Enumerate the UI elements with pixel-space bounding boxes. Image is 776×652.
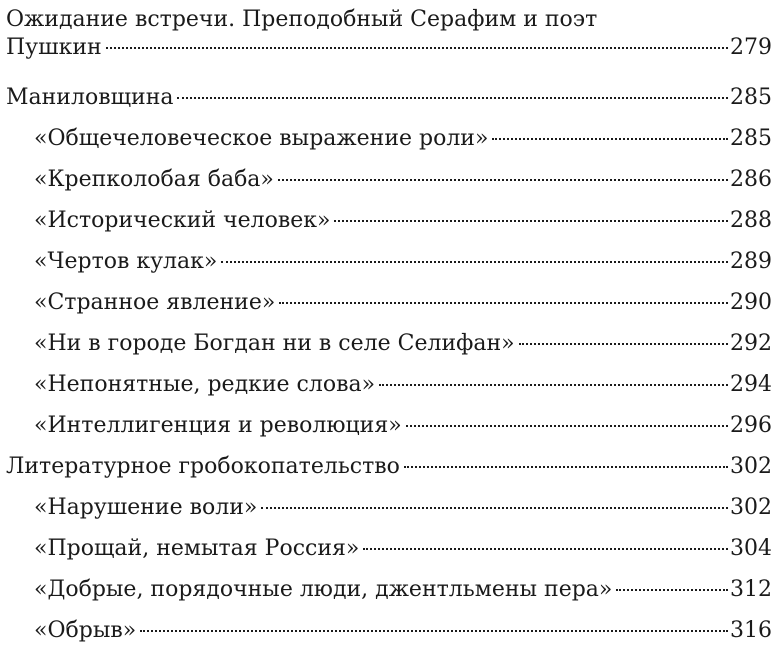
toc-page-number: 290 [730,290,772,315]
dot-leader [278,179,728,181]
toc-page-number: 286 [730,167,772,192]
dot-leader [140,630,728,632]
toc-subentry [6,611,772,652]
dot-leader [492,138,728,140]
toc-page-number: 294 [730,372,772,397]
toc-subentry [6,488,772,529]
toc-subentry [6,406,772,447]
toc-page-number: 292 [730,331,772,356]
toc-entry-title-line1: Ожидание встречи. Преподобный Серафим и поэт [6,7,598,32]
toc-page-number: 304 [730,536,772,561]
toc-subentry [6,365,772,406]
dot-leader [334,220,728,222]
toc-subentry [6,529,772,570]
dot-leader [616,589,728,591]
dot-leader [379,384,728,386]
toc-subentry [6,283,772,324]
dot-leader [404,466,728,468]
toc-entry-title: Пушкин [6,35,102,60]
dot-leader [279,302,728,304]
toc-entry-title: «Ни в городе Богдан ни в селе Селифан» [34,331,515,356]
toc-entry-title: «Исторический человек» [34,208,331,233]
toc-entry [6,34,772,78]
dot-leader [106,47,728,49]
dot-leader [519,343,728,345]
dot-leader [363,548,728,550]
toc-entry-title: «Обрыв» [34,618,137,643]
toc-page-number: 296 [730,413,772,438]
toc-entry-title: «Интеллигенция и революция» [34,413,402,438]
toc-entry-title: Литературное гробокопательство [6,454,400,479]
toc-section [6,447,772,488]
toc-entry-title: «Странное явление» [34,290,276,315]
toc-page-number: 285 [730,85,772,110]
toc-page-number: 302 [730,495,772,520]
toc-page-number: 285 [730,126,772,151]
dot-leader [261,507,728,509]
toc-entry-title: «Нарушение воли» [34,495,258,520]
toc-subentry [6,242,772,283]
toc-page-number: 312 [730,577,772,602]
toc-entry-title: «Прощай, немытая Россия» [34,536,360,561]
toc-page-number: 316 [730,618,772,643]
toc-subentry [6,160,772,201]
dot-leader [221,261,728,263]
toc-page-number: 289 [730,249,772,274]
table-of-contents [6,0,772,652]
toc-subentry [6,119,772,160]
toc-entry-title: «Добрые, порядочные люди, джентльмены пера» [34,577,613,602]
toc-page-number: 279 [730,35,772,60]
dot-leader [406,425,728,427]
toc-subentry [6,324,772,365]
toc-page-number: 302 [730,454,772,479]
toc-subentry [6,570,772,611]
toc-entry-title: Маниловщина [6,85,174,110]
toc-entry-title: «Крепколобая баба» [34,167,274,192]
toc-section [6,78,772,119]
toc-entry-title: «Чертов кулак» [34,249,218,274]
dot-leader [177,97,728,99]
toc-subentry [6,201,772,242]
toc-page-number: 288 [730,208,772,233]
toc-entry-title: «Непонятные, редкие слова» [34,372,376,397]
toc-entry-title: «Общечеловеческое выражение роли» [34,126,489,151]
